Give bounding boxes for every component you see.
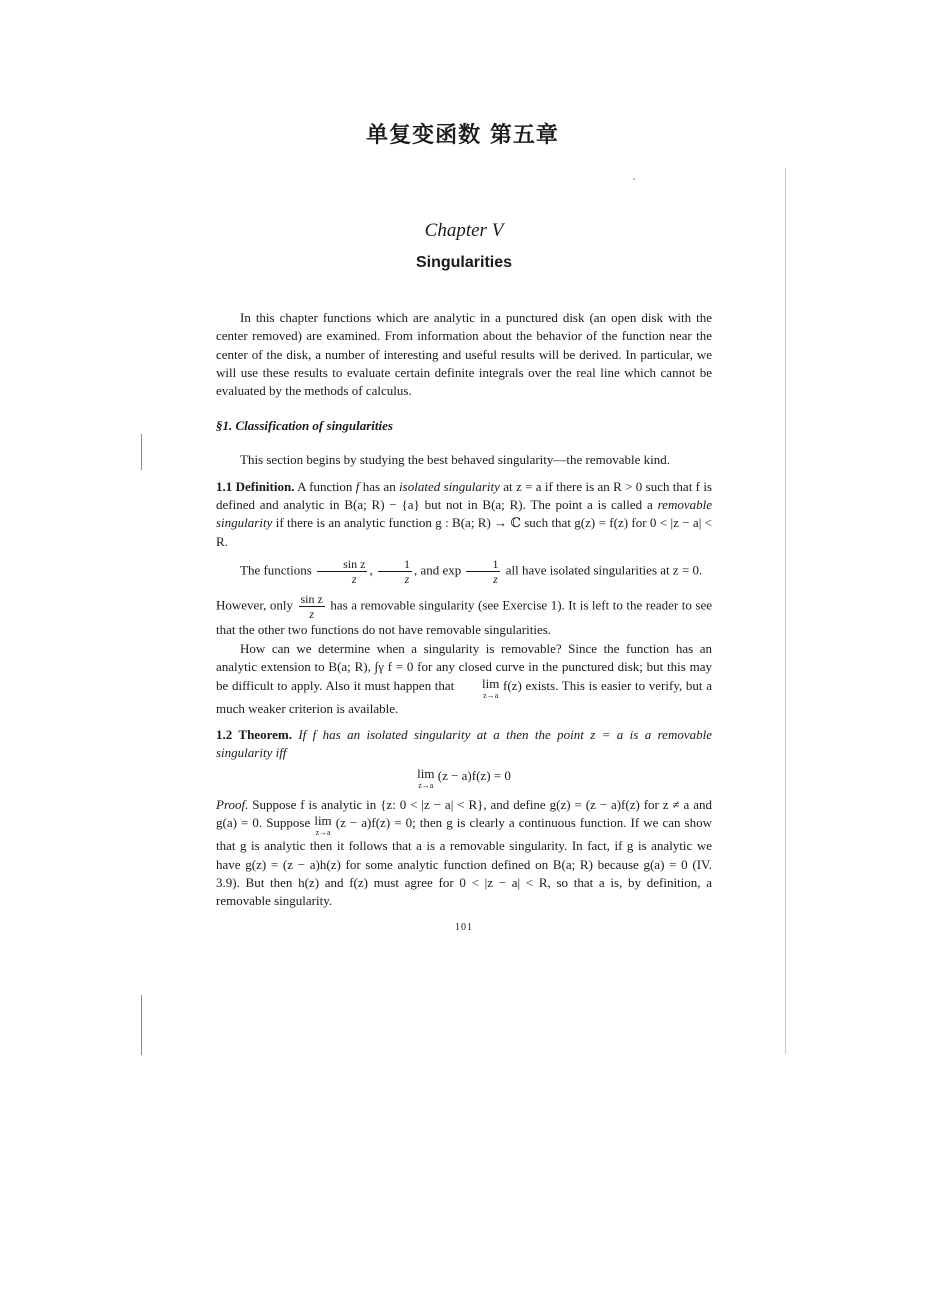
definition-label: 1.1 Definition. bbox=[216, 478, 295, 494]
scan-speck bbox=[633, 178, 635, 180]
limit-operator-proof: lim z→a bbox=[314, 813, 332, 838]
theorem-paragraph: 1.2 Theorem. If f has an isolated singularity at a then the point z = a is a removable singularity iff bbox=[216, 726, 712, 761]
book-page bbox=[216, 222, 712, 937]
fraction-sinz-over-z-2: $\frac{\text{sin z}}{z}$ bbox=[300, 592, 323, 622]
proof-paragraph: Proof. Suppose f is analytic in {z: 0 < |z − a| < R}, and define g(z) = (z − a)f(z) for z ≠ a and g(a) = 0. Suppose lim z→a (z − a)f(z) = 0; then g is clearly a continuous function. If we can show that g is analytic then it follows that a is a removable singularity. In fact, if g is analytic we have g(z) = (z − a)h(z) for some analytic function defined on B(a; R) because g(a) = 0 (IV. 3.9). But then h(z) and f(z) must agree for 0 < |z − a| < R, so that a is, by definition, a removable singularity. bbox=[216, 796, 712, 909]
chapter-title: Singularities bbox=[415, 254, 513, 272]
term-removable-singularity: removable singularity bbox=[216, 497, 712, 531]
section-lead: This section begins by studying the best behaved singularity—the removable kind. bbox=[240, 452, 671, 468]
theorem-formula: lim z→a (z − a)f(z) = 0 bbox=[417, 765, 511, 790]
however-paragraph: However, only $\frac{\text{sin z}}{z}$ has a removable singularity (see Exercise 1). It is left to the reader to see that the other two functions do not have removable singularities. bbox=[216, 592, 712, 638]
intro-paragraph: In this chapter functions which are analytic in a punctured disk (an open disk with the center removed) are examined. From information about the behavior of the function near the center of the disk, a number of interesting and useful results will be derived. In particular, we will use these results to evaluate certain definite integrals over the real line which cannot be evaluated by the methods of calculus. bbox=[216, 309, 712, 399]
fraction-exp-one-over-z: $\frac{1}{z}$ bbox=[466, 557, 500, 586]
fraction-one-over-z: $\frac{1}{z}$ bbox=[378, 557, 412, 586]
scan-border-left bbox=[141, 434, 142, 470]
definition-paragraph: 1.1 Definition. A function f has an isolated singularity at z = a if there is an R > 0 such that f is defined and analytic in B(a; R) − {a} but not in B(a; R). The point a is called a removable singularity if there is an analytic function g : B(a; R) → ℂ such that g(z) = f(z) for 0 < |z − a| < R. bbox=[216, 478, 712, 549]
section-heading: §1. Classification of singularities bbox=[216, 417, 393, 433]
scan-border-right bbox=[785, 168, 786, 1054]
proof-label: Proof. bbox=[216, 796, 249, 812]
fraction-sinz-over-z: $\frac{\text{sin z}}{z}$ bbox=[317, 557, 367, 586]
chapter-label: Chapter V bbox=[424, 220, 504, 241]
limit-operator: lim z→a bbox=[481, 675, 500, 700]
criterion-paragraph: How can we determine when a singularity is removable? Since the function has an analytic extension to B(a; R), ∫γ f = 0 for any closed curve in the punctured disk; but this may be difficult to apply. Also it must happen that lim z→a f(z) exists. This is easier to verify, but a much weaker criterion is available. bbox=[216, 640, 713, 716]
page-number: 101 bbox=[455, 921, 473, 933]
scan-border-left-lower bbox=[141, 995, 142, 1055]
document-title: 单复变函数 第五章 bbox=[366, 123, 559, 148]
term-isolated-singularity: isolated singularity bbox=[399, 478, 500, 494]
examples-paragraph: The functions $\frac{\text{sin z}}{z}$ , $\frac{1}{z}$ , and exp $\frac{1}{z}$ all have isolated singularities at z = 0. bbox=[240, 557, 703, 587]
theorem-label: 1.2 Theorem. bbox=[216, 726, 292, 742]
